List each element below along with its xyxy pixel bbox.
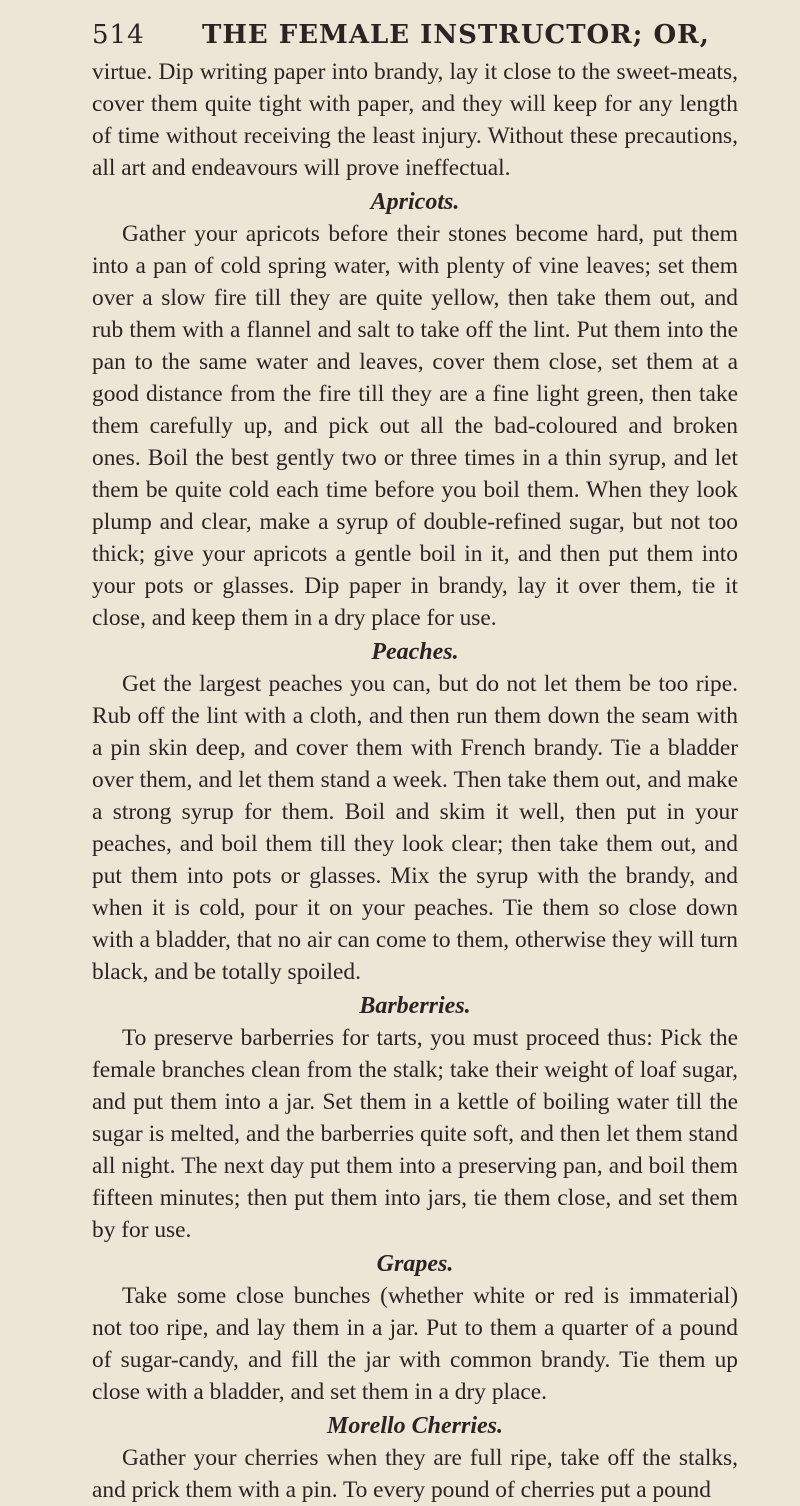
- running-header: [92, 20, 738, 50]
- section-text: To preserve barberries for tarts, you must proceed thus: Pick the female branches clean from the stalk; take their weight of loaf sugar, and put them into a jar. Set them in a kettle of boiling water till the sugar is melted, and the barberries quite soft, and then let them stand all night. The next day put them into a preserving pan, and boil them fifteen minutes; then put them into jars, tie them close, and set them by for use.: [92, 1025, 738, 1243]
- section-morello-cherries: [92, 1410, 738, 1506]
- page-number: 514: [92, 20, 145, 50]
- section-title: Morello Cherries.: [326, 1413, 503, 1439]
- section-text: Get the largest peaches you can, but do not let them be too ripe. Rub off the lint with a cloth, and then run them down the seam with a pin skin deep, and cover them with French brandy. Tie a bladder over them, and let them stand a week. Then take them out, and make a strong syrup for them. Boil and skim it well, then put in your peaches, and boil them till they look clear; then take them out, and put them into pots or glasses. Mix the syrup with the brandy, and when it is cold, pour it on your peaches. Tie them so close down with a bladder, that no air can come to them, otherwise they will turn black, and be totally spoiled.: [92, 671, 738, 985]
- section-barberries: [92, 990, 738, 1246]
- section-apricots: [92, 186, 738, 634]
- section-text: Gather your cherries when they are full ripe, take off the stalks, and prick them with a pin. To every pound of cherries put a pound: [92, 1445, 738, 1503]
- section-text: Take some close bunches (whether white or red is immaterial) not too ripe, and lay them in a jar. Put to them a quarter of a pound of sugar-candy, and fill the jar with common brandy. Tie them up close with a bladder, and set them in a dry place.: [92, 1283, 738, 1405]
- section-grapes: [92, 1248, 738, 1408]
- intro-paragraph: virtue. Dip writing paper into brandy, lay it close to the sweet-meats, cover them quite tight with paper, and they will keep for any length of time without receiving the least injury. Without these precautions, all art and endeavours will prove ineffectual.: [92, 59, 738, 181]
- section-title: Grapes.: [376, 1251, 454, 1277]
- section-title: Apricots.: [370, 189, 460, 215]
- running-title: THE FEMALE INSTRUCTOR; OR,: [202, 20, 710, 50]
- section-title: Peaches.: [371, 639, 459, 665]
- section-title: Barberries.: [359, 993, 471, 1019]
- section-peaches: [92, 636, 738, 988]
- section-text: Gather your apricots before their stones become hard, put them into a pan of cold spring water, with plenty of vine leaves; set them over a slow fire till they are quite yellow, then take them out, and rub them with a flannel and salt to take off the lint. Put them into the pan to the same water and leaves, cover them close, set them at a good distance from the fire till they are a fine light green, then take them carefully up, and pick out all the bad-coloured and broken ones. Boil the best gently two or three times in a thin syrup, and let them be quite cold each time before you boil them. When they look plump and clear, make a syrup of double-refined sugar, but not too thick; give your apricots a gentle boil in it, and then put them into your pots or glasses. Dip paper in brandy, lay it over them, tie it close, and keep them in a dry place for use.: [92, 221, 738, 631]
